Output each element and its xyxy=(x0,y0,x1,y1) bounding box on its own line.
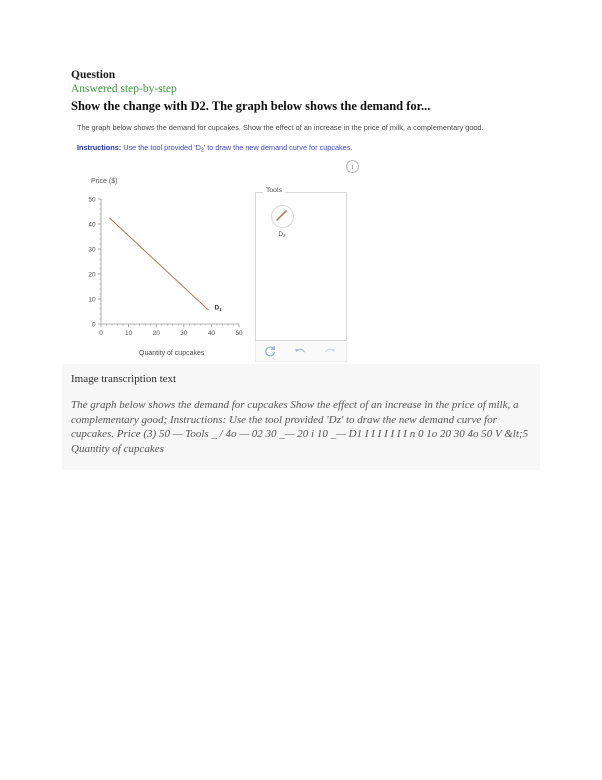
transcription-body: The graph below shows the demand for cupcakes Show the effect of an increase in the price of milk, a complementary good; Instructions: Use the tool provided 'Dz' to draw the new demand curve for cupcakes. Price (3) 50 — Tools _ / 4o — 02 30 _— 20 i 10 _— D1 I I I I I I I n 0 1o 20 30 4o 50 V &lt;5 Quantity of cupcakes xyxy=(71,399,529,455)
chart-svg xyxy=(71,191,256,346)
instructions-subscript: 2 xyxy=(200,147,204,154)
reset-icon[interactable] xyxy=(263,344,279,358)
demand-curve-d1 xyxy=(109,218,208,311)
undo-icon[interactable] xyxy=(293,344,309,358)
y-axis-tick-labels xyxy=(88,197,96,329)
svg-text:50: 50 xyxy=(235,330,243,338)
image-transcription-section xyxy=(62,364,540,470)
question-label: Question xyxy=(71,69,116,81)
x-axis-tick-labels xyxy=(99,330,243,337)
demand-curve-label-d1 xyxy=(215,305,223,313)
exercise-instructions xyxy=(77,142,531,156)
svg-text:0: 0 xyxy=(91,321,96,329)
x-axis-title: Quantity of cupcakes xyxy=(139,350,205,358)
tools-panel-legend: Tools xyxy=(263,187,285,194)
demand-chart[interactable] xyxy=(71,191,256,346)
svg-text:10: 10 xyxy=(88,296,96,304)
y-axis-title: Price ($) xyxy=(91,178,118,186)
svg-text:40: 40 xyxy=(207,330,215,338)
svg-text:0: 0 xyxy=(99,330,103,338)
instructions-label: Instructions: xyxy=(77,143,122,152)
question-header xyxy=(71,68,531,114)
svg-text:30: 30 xyxy=(180,330,188,338)
tool-d2-subscript: 2 xyxy=(283,233,286,239)
answer-status: Answered step-by-step xyxy=(71,83,177,95)
redo-icon[interactable] xyxy=(323,344,339,358)
svg-text:20: 20 xyxy=(152,330,160,338)
tools-footer xyxy=(255,341,347,362)
transcription-heading: Image transcription text xyxy=(71,373,177,385)
y-axis-major-ticks xyxy=(98,199,101,324)
graph-area xyxy=(71,178,531,378)
svg-text:50: 50 xyxy=(88,196,96,204)
instructions-text-a: Use the tool provided 'D xyxy=(121,143,201,152)
svg-text:20: 20 xyxy=(88,271,96,279)
line-tool-icon[interactable] xyxy=(271,205,294,228)
svg-text:40: 40 xyxy=(88,221,96,229)
exercise-card xyxy=(71,122,531,378)
exercise-prompt: The graph below shows the demand for cupcakes. Show the effect of an increase in the price of milk, a complementary good. xyxy=(77,123,484,132)
diagonal-line-icon xyxy=(272,206,291,225)
svg-text:30: 30 xyxy=(88,246,96,254)
svg-text:1: 1 xyxy=(219,307,222,313)
tool-d2[interactable] xyxy=(266,205,298,238)
svg-text:D: D xyxy=(214,304,220,312)
page-title: Show the change with D2. The graph below shows the demand for... xyxy=(71,99,431,113)
svg-text:10: 10 xyxy=(125,330,133,338)
info-icon[interactable]: i xyxy=(346,160,359,173)
question-content xyxy=(71,68,531,378)
instructions-text-b: ' to draw the new demand curve for cupcakes. xyxy=(203,143,353,152)
x-axis-major-ticks xyxy=(101,324,239,327)
tool-d2-letter: D xyxy=(278,231,284,239)
tool-d2-label xyxy=(266,231,298,238)
tools-panel xyxy=(255,187,347,341)
info-row xyxy=(71,160,531,176)
